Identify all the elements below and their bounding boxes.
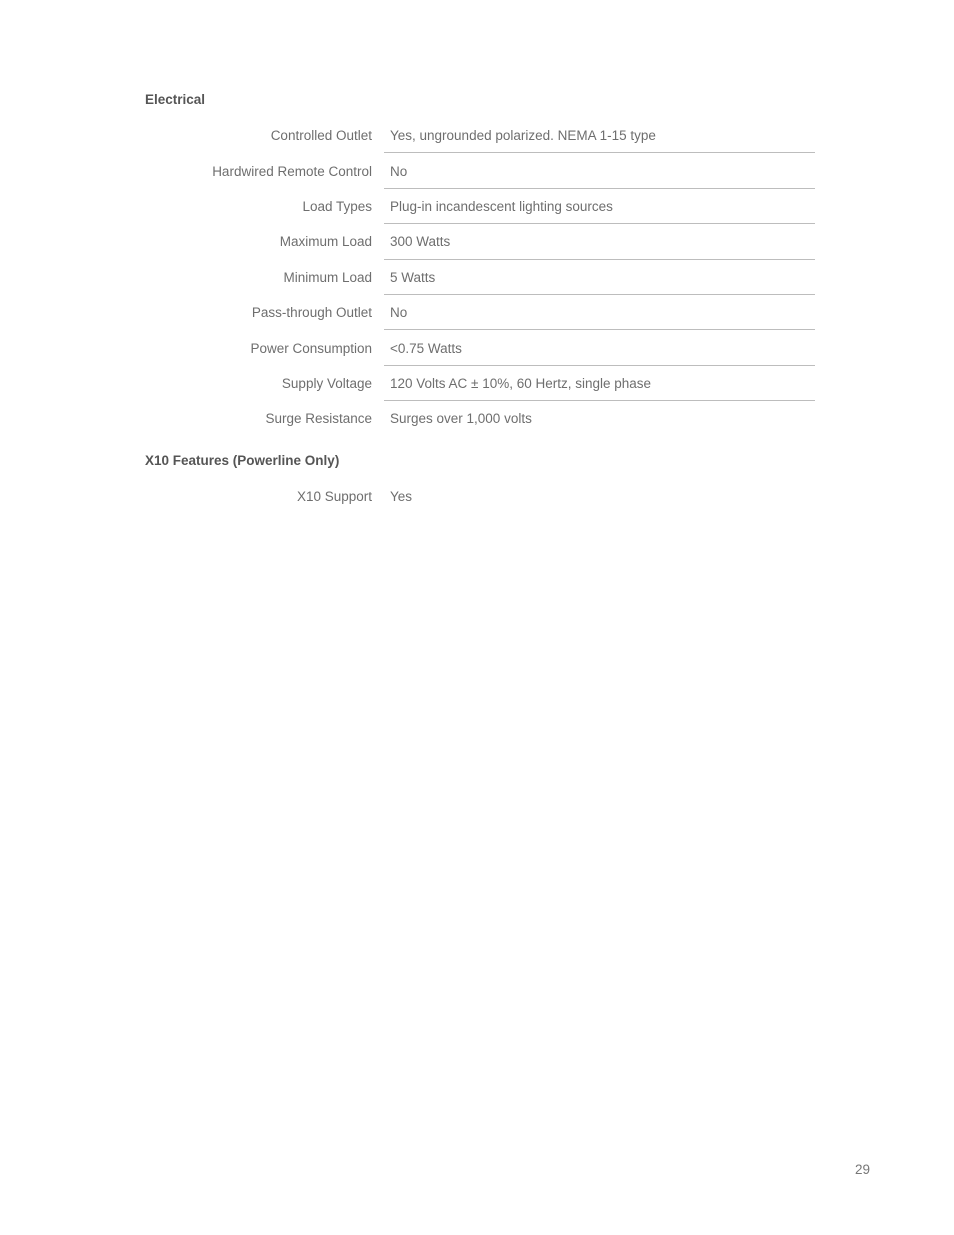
spec-row-x10-support [145, 479, 815, 514]
spec-label: Surge Resistance [265, 411, 372, 427]
page-number: 29 [854, 1162, 870, 1177]
spec-value: Yes [390, 489, 413, 505]
section-heading-x10-features: X10 Features (Powerline Only) [145, 453, 340, 468]
section-heading-electrical: Electrical [145, 92, 206, 107]
spec-row-pass-through-outlet [145, 295, 815, 330]
spec-value: 120 Volts AC ± 10%, 60 Hertz, single phase [390, 375, 652, 391]
spec-label: Minimum Load [283, 269, 372, 285]
spec-label: Maximum Load [279, 234, 372, 250]
x10-spec-table [145, 479, 815, 514]
spec-value: 300 Watts [390, 234, 451, 250]
spec-row-supply-voltage [145, 366, 815, 401]
spec-row-hardwired-remote-control [145, 153, 815, 188]
spec-value: Surges over 1,000 volts [390, 411, 532, 427]
spec-label: Hardwired Remote Control [212, 163, 372, 179]
spec-row-controlled-outlet [145, 118, 815, 153]
spec-label: Pass-through Outlet [251, 305, 372, 321]
spec-row-power-consumption [145, 330, 815, 365]
spec-value: No [390, 305, 408, 321]
spec-value: No [390, 163, 408, 179]
spec-value: Plug-in incandescent lighting sources [390, 198, 613, 214]
spec-row-load-types [145, 189, 815, 224]
spec-label: Supply Voltage [281, 375, 372, 391]
spec-row-surge-resistance [145, 401, 815, 436]
spec-label: Load Types [302, 198, 372, 214]
spec-label: Controlled Outlet [270, 128, 372, 144]
spec-value: Yes, ungrounded polarized. NEMA 1-15 type [390, 128, 656, 144]
electrical-spec-table [145, 118, 815, 437]
spec-value: <0.75 Watts [390, 340, 462, 356]
spec-value: 5 Watts [390, 269, 436, 285]
spec-row-minimum-load [145, 260, 815, 295]
spec-label: X10 Support [296, 489, 372, 505]
spec-row-maximum-load [145, 224, 815, 259]
spec-label: Power Consumption [250, 340, 372, 356]
